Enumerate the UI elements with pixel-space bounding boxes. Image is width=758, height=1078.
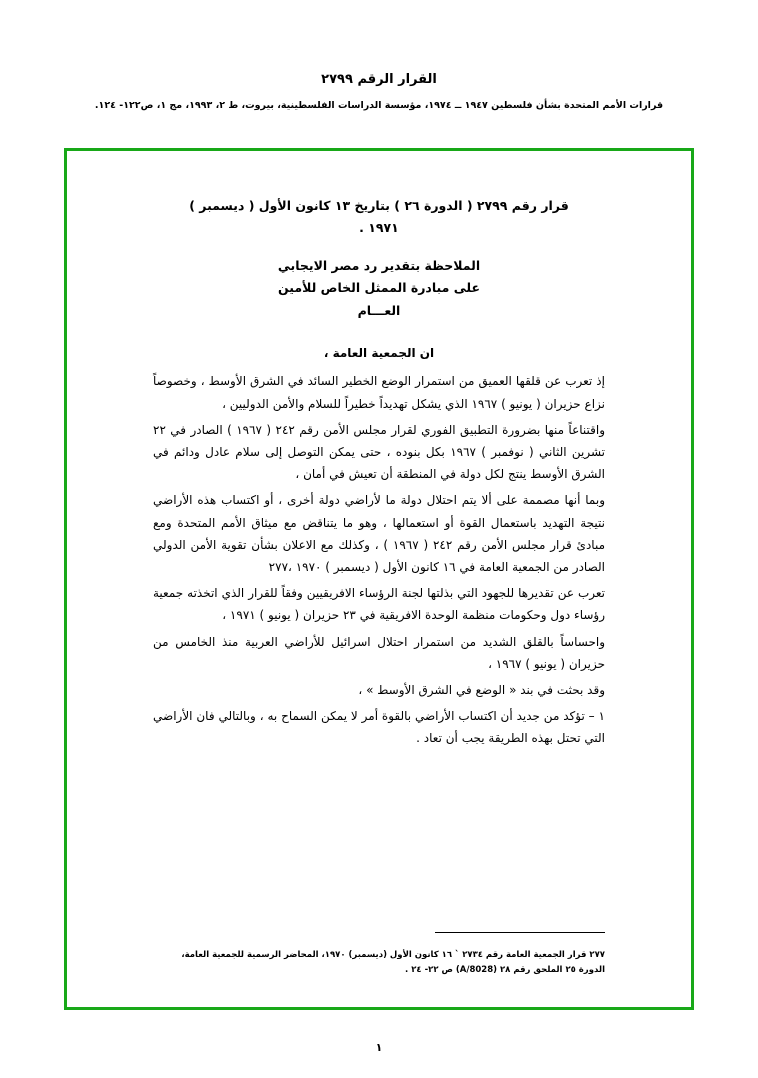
resolution-subject-line-1: الملاحظة بتقدير رد مصر الايجابي (277, 257, 481, 273)
footnote-277: ٢٧٧ قرار الجمعية العامة رقم ٢٧٣٤ ` ١٦ كانون الأول (ديسمبر) ١٩٧٠، المحاضر الرسمية للجمعية العامة، الدورة ٢٥ الملحق رقم ٢٨ (A/8028) ص ٢٢- ٢٤ . (181, 950, 605, 975)
resolution-body (153, 342, 605, 749)
resolution-subject (153, 255, 605, 323)
resolution-heading-line-2: ١٩٧١ . (359, 219, 399, 235)
frame-inner (67, 151, 691, 1007)
resolution-subject-line-2: على مبادرة الممثل الخاص للأمين (278, 280, 480, 296)
paragraph-territory-acquisition: وبما أنها مصممة على ألا يتم احتلال دولة ما لأراضي دولة أخرى ، أو اكتساب هذه الأراضي نتيجة التهديد باستعمال القوة أو استعمالها ، وهو ما يتناقض مع ميثاق الأمم المتحدة ومع مبادئ قرار مجلس الأمن رقم ٢٤٢ ( ١٩٦٧ ) ، وكذلك مع الاعلان بشأن تقوية الأمن الدولي الصادر من الجمعية العامة في ١٦ كانون الأول ( ديسمبر ) ١٩٧٠ ،٢٧٧ (153, 493, 605, 574)
paragraph-concern-grave-situation: إذ تعرب عن قلقها العميق من استمرار الوضع الخطير السائد في الشرق الأوسط ، وخصوصاً نزاع حزيران ( يونيو ) ١٩٦٧ الذي يشكل تهديداً خطيراً للسلام والأمن الدوليين ، (153, 374, 605, 411)
document-header (0, 0, 758, 112)
page-title: القرار الرقم ٢٧٩٩ (321, 72, 437, 87)
resolution-heading-line-1: قرار رقم ٢٧٩٩ ( الدورة ٢٦ ) بتاريخ ١٣ كانون الأول ( ديسمبر ) (189, 198, 569, 213)
green-content-frame (64, 148, 694, 1010)
paragraph-preamble-opening: ان الجمعية العامة ، (323, 346, 435, 361)
paragraph-conviction-resolution-242: واقتناعاً منها بضرورة التطبيق الفوري لقرار مجلس الأمن رقم ٢٤٢ ( ١٩٦٧ ) الصادر في ٢٢ تشرين الثاني ( نوفمبر ) ١٩٦٧ بكل بنوده ، حتى يمكن التوصل إلى سلام عادل ودائم في الشرق الأوسط ينتج لكل دولة في المنطقة أن تعيش في أمان ، (153, 422, 606, 482)
paragraph-having-considered-item: وقد بحثت في بند « الوضع في الشرق الأوسط » ، (358, 682, 605, 697)
paragraph-operative-1: ١ – تؤكد من جديد أن اكتساب الأراضي بالقوة أمر لا يمكن السماح به ، وبالتالي فان الأراضي التي تحتل بهذه الطريقة يجب أن تعاد . (153, 709, 605, 746)
page-number: ١ (375, 1041, 383, 1054)
footnote-divider (435, 932, 605, 933)
resolution-subject-line-3: العـــام (357, 302, 401, 318)
source-citation: قرارات الأمم المتحدة بشأن فلسطين ١٩٤٧ ــ ١٩٧٤، مؤسسة الدراسات الفلسطينية، بيروت، ط ٢، ١٩٩٣، مج ١، ص١٢٢- ١٢٤. (94, 99, 664, 111)
resolution-heading (153, 195, 605, 239)
paragraph-continued-occupation-concern: واحساساً بالقلق الشديد من استمرار احتلال اسرائيل للأراضي العربية منذ الخامس من حزيران ( يونيو ) ١٩٦٧ ، (153, 634, 605, 671)
paragraph-african-presidents-committee: تعرب عن تقديرها للجهود التي بذلتها لجنة الرؤساء الافريقيين وفقاً للقرار الذي اتخذته جمعية رؤساء دول وحكومات منظمة الوحدة الافريقية في ٢٣ حزيران ( يونيو ) ١٩٧١ ، (153, 586, 605, 623)
